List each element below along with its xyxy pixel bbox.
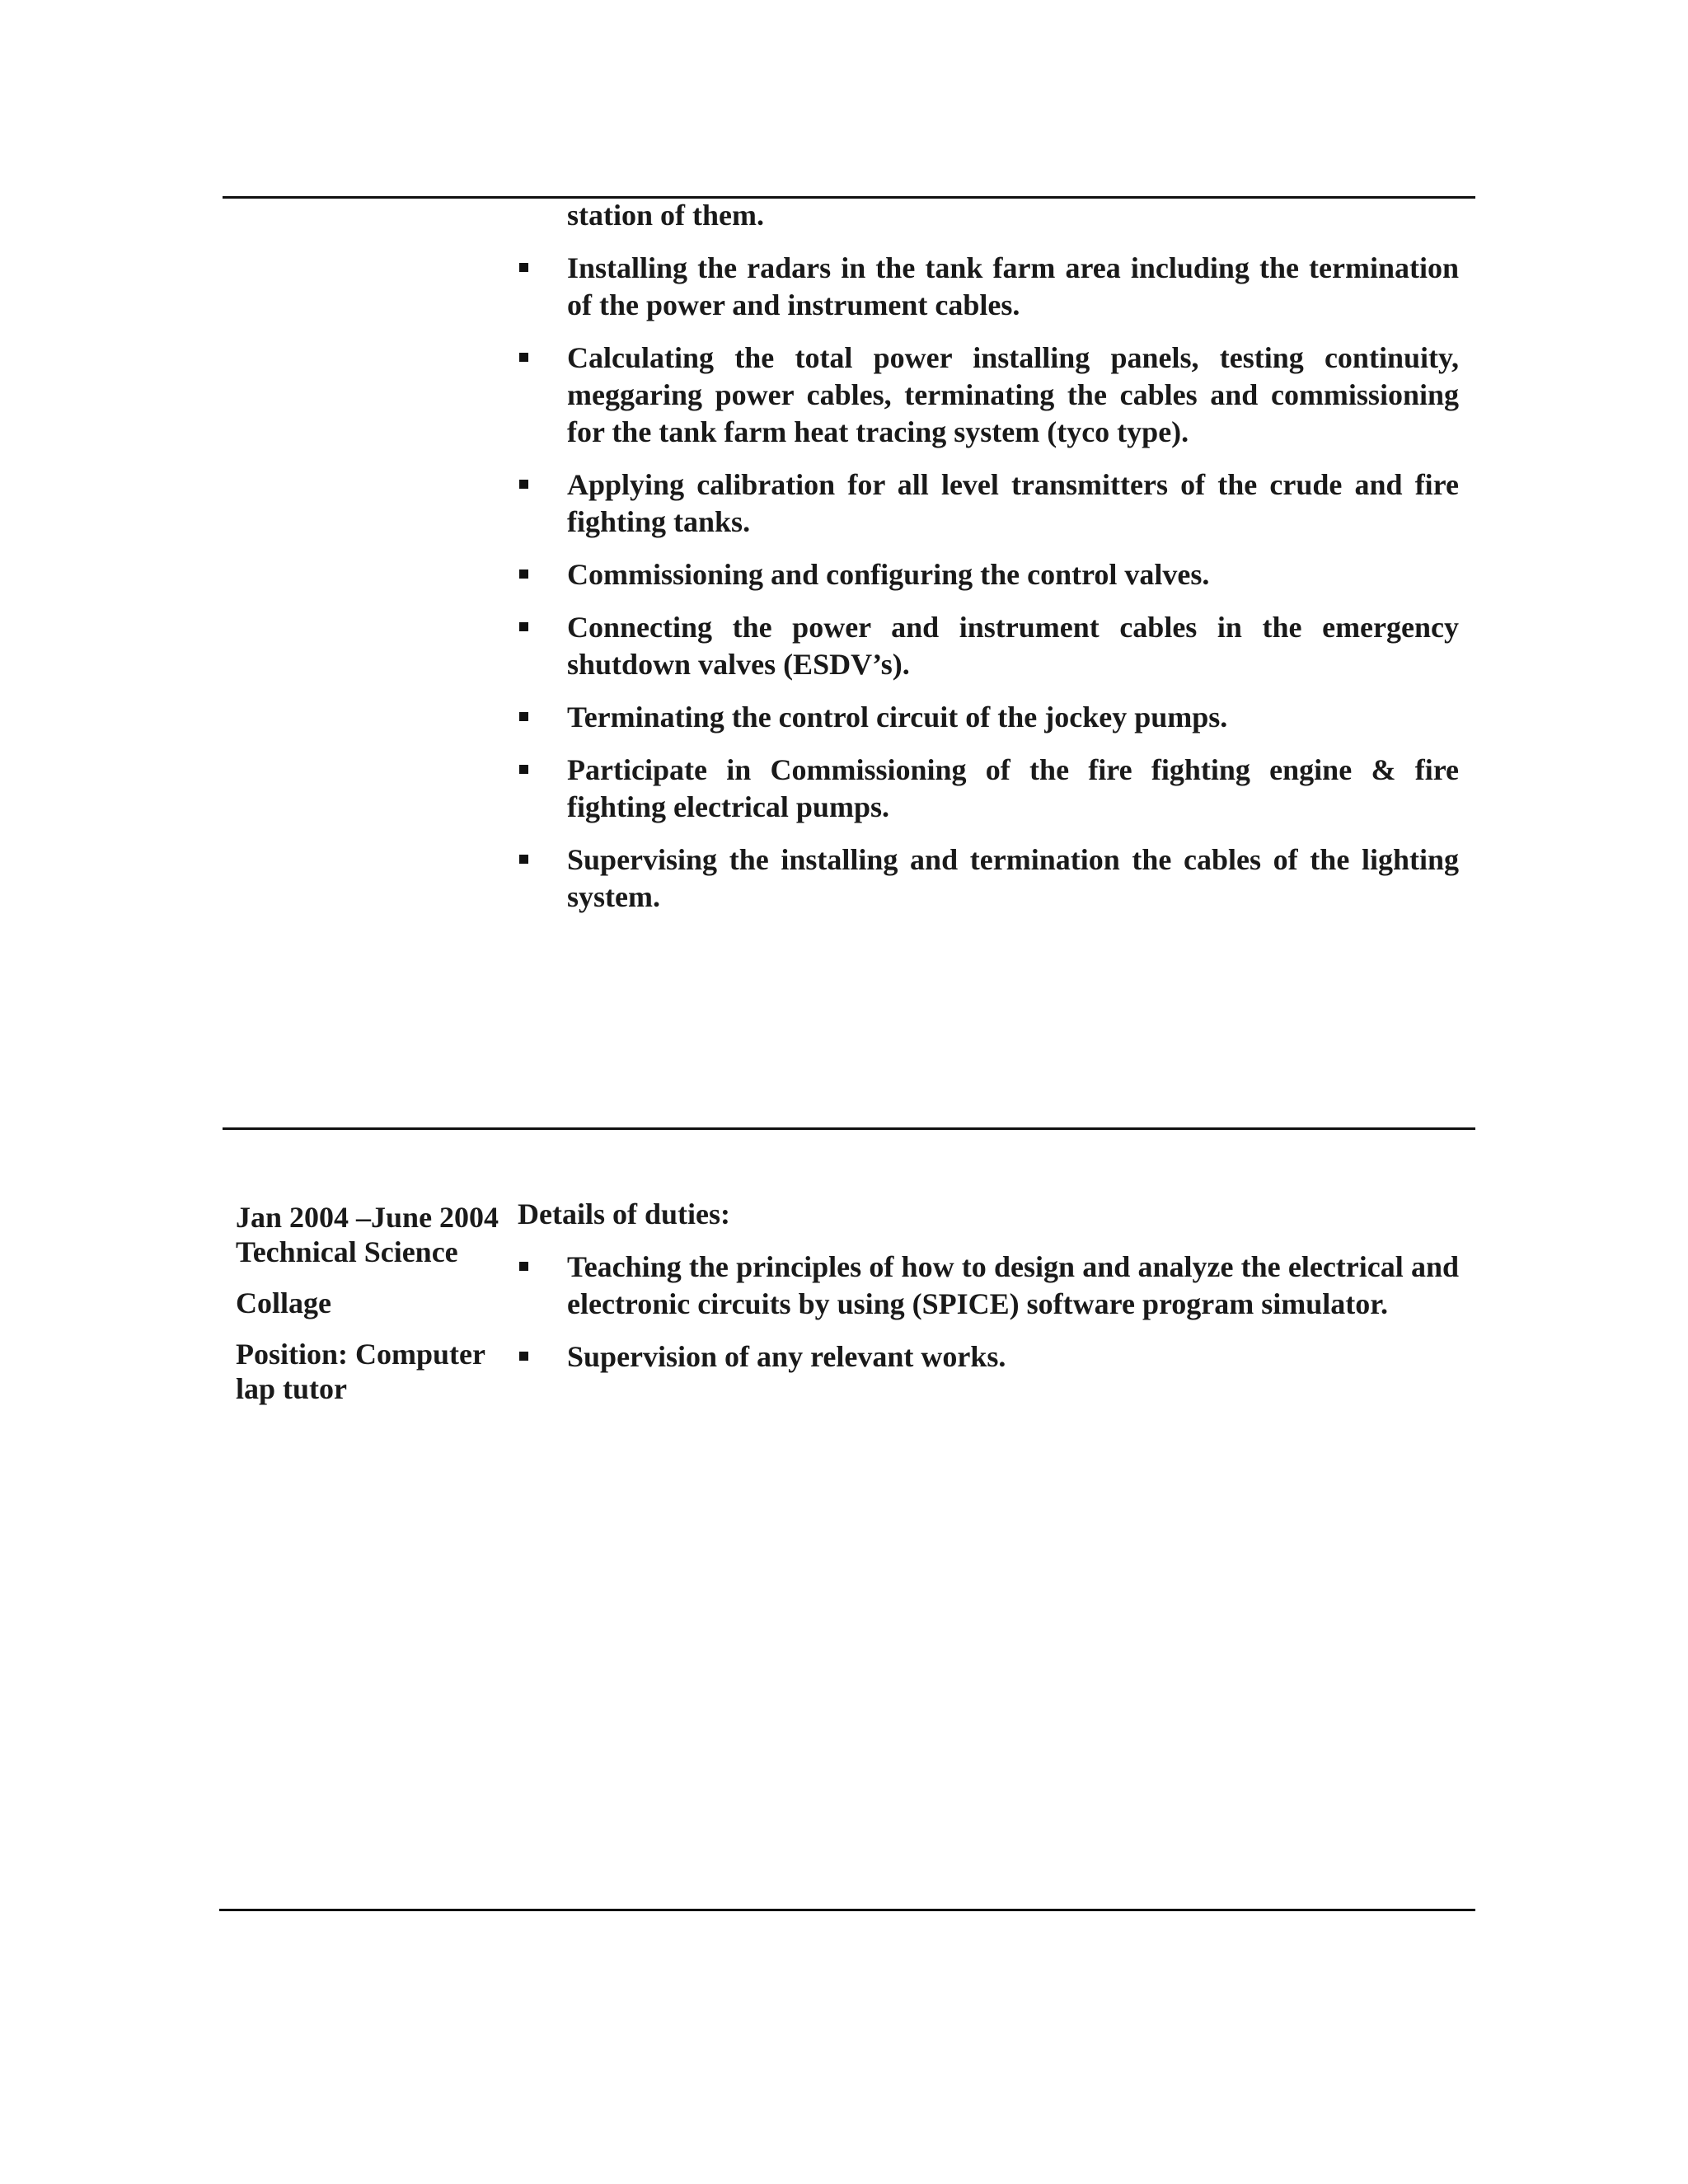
duty-text: Connecting the power and instrument cables in the emergency shutdown valves (ESDV’s).	[567, 611, 1459, 681]
list-item	[511, 752, 1459, 826]
list-item	[511, 556, 1459, 593]
duty-text: Commissioning and configuring the control valves.	[567, 558, 1210, 591]
experience-section-continued	[511, 196, 1459, 916]
job-position: Position: Computer lap tutor	[236, 1338, 485, 1405]
square-bullet-icon	[519, 263, 528, 272]
square-bullet-icon	[519, 569, 528, 579]
job-details	[518, 1195, 1459, 1376]
duty-text: Supervising the installing and termination the cables of the lighting system.	[567, 843, 1459, 913]
job-meta	[236, 1200, 499, 1406]
square-bullet-icon	[519, 712, 528, 721]
duty-text: Teaching the principles of how to design and analyze the electrical and electronic circuits by using (SPICE) software program simulator.	[567, 1250, 1459, 1320]
duty-text: Participate in Commissioning of the fire fighting engine & fire fighting electrical pumps.	[567, 753, 1459, 823]
list-item	[511, 841, 1459, 916]
bottom-divider	[219, 1909, 1475, 1911]
duty-text: Terminating the control circuit of the jockey pumps.	[567, 701, 1228, 733]
job-dates: Jan 2004 –June 2004	[236, 1201, 499, 1234]
details-heading: Details of duties:	[518, 1197, 730, 1230]
square-bullet-icon	[519, 353, 528, 362]
duty-text: Applying calibration for all level transmitters of the crude and fire fighting tanks.	[567, 468, 1459, 538]
employer-name-line2: Collage	[236, 1286, 331, 1319]
list-item	[511, 250, 1459, 324]
duties-list	[518, 1249, 1459, 1376]
list-item	[518, 1338, 1459, 1376]
square-bullet-icon	[519, 1352, 528, 1361]
duty-text: Calculating the total power installing panels, testing continuity, meggaring power cables, terminating the cables and commissioning for the tank farm heat tracing system (tyco type).	[567, 341, 1459, 448]
square-bullet-icon	[519, 855, 528, 864]
duties-list	[511, 250, 1459, 916]
list-item	[511, 699, 1459, 736]
square-bullet-icon	[519, 480, 528, 489]
duty-text: Installing the radars in the tank farm area including the termination of the power and instrument cables.	[567, 251, 1459, 321]
duty-text: Supervision of any relevant works.	[567, 1340, 1006, 1373]
list-item	[511, 340, 1459, 451]
square-bullet-icon	[519, 622, 528, 631]
employer-name: Technical Science	[236, 1235, 458, 1268]
list-item	[511, 609, 1459, 683]
section-divider	[223, 1127, 1475, 1130]
list-item	[511, 466, 1459, 541]
square-bullet-icon	[519, 765, 528, 774]
continuation-text: station of them.	[567, 199, 764, 232]
square-bullet-icon	[519, 1262, 528, 1271]
list-item	[518, 1249, 1459, 1323]
